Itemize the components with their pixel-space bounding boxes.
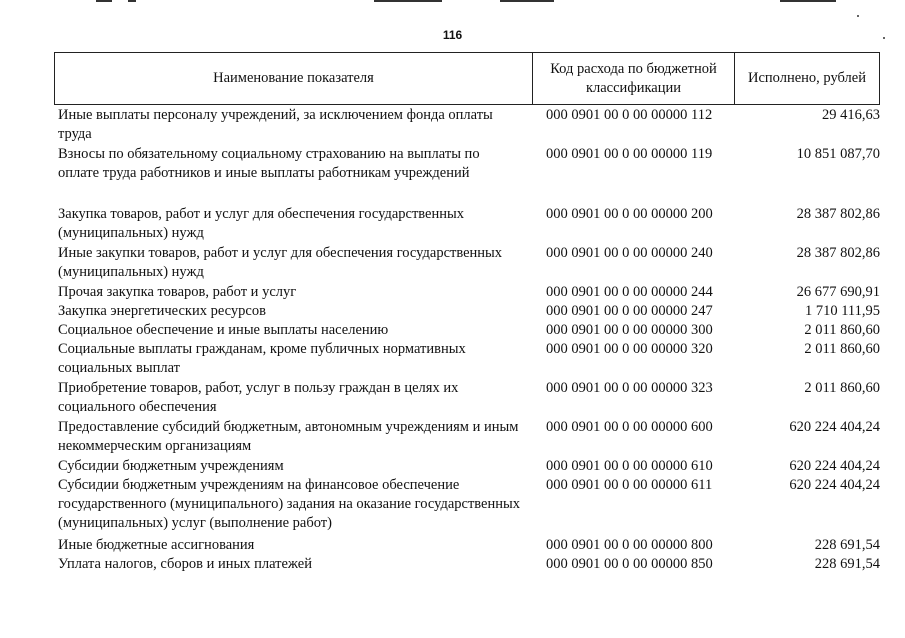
- table-row: [58, 555, 880, 574]
- row-code: 000 0901 00 0 00 00000 800: [546, 537, 713, 553]
- table-row: [58, 302, 880, 321]
- row-value: 10 851 087,70: [796, 146, 880, 162]
- row-name: Предоставление субсидий бюджетным, автономным учреждениям и иным некоммерческим организациям: [58, 419, 519, 454]
- table-body: [58, 106, 880, 574]
- row-code: 000 0901 00 0 00 00000 611: [546, 477, 713, 493]
- table-row: [58, 476, 880, 536]
- row-value: 620 224 404,24: [789, 419, 880, 435]
- row-value: 2 011 860,60: [804, 341, 880, 357]
- row-name: Социальное обеспечение и иные выплаты населению: [58, 322, 389, 338]
- row-code: 000 0901 00 0 00 00000 119: [546, 146, 713, 162]
- row-name: Иные бюджетные ассигнования: [58, 537, 255, 553]
- row-code: 000 0901 00 0 00 00000 600: [546, 419, 713, 435]
- table-row: [58, 321, 880, 340]
- row-value: 2 011 860,60: [804, 380, 880, 396]
- table-row: [58, 536, 880, 555]
- row-name: Закупка энергетических ресурсов: [58, 303, 266, 319]
- row-name: Уплата налогов, сборов и иных платежей: [58, 556, 312, 572]
- row-code: 000 0901 00 0 00 00000 200: [546, 206, 713, 222]
- row-value: 26 677 690,91: [796, 284, 880, 300]
- row-name: Субсидии бюджетным учреждениям на финансовое обеспечение государственного (муниципального) задания на оказание государственных (муниципальных) услуг (выполнение работ): [58, 477, 520, 531]
- table-row: [58, 244, 880, 283]
- row-code: 000 0901 00 0 00 00000 323: [546, 380, 713, 396]
- page-number: 116: [442, 28, 463, 42]
- row-value: 28 387 802,86: [796, 245, 880, 261]
- row-value: 29 416,63: [822, 107, 880, 123]
- table-row: [58, 457, 880, 476]
- header-executed: Исполнено, рублей: [748, 70, 866, 87]
- header-name: Наименование показателя: [55, 53, 533, 104]
- table-header: [54, 52, 880, 105]
- row-name: Иные выплаты персоналу учреждений, за исключением фонда оплаты труда: [58, 107, 493, 142]
- row-code: 000 0901 00 0 00 00000 610: [546, 458, 713, 474]
- row-value: 1 710 111,95: [804, 303, 880, 319]
- table-row: [58, 145, 880, 205]
- row-name: Приобретение товаров, работ, услуг в пользу граждан в целях их социального обеспечения: [58, 380, 459, 415]
- row-code: 000 0901 00 0 00 00000 300: [546, 322, 713, 338]
- row-value: 620 224 404,24: [789, 477, 880, 493]
- row-value: 2 011 860,60: [804, 322, 880, 338]
- row-value: 228 691,54: [814, 556, 880, 572]
- table-row: [58, 340, 880, 379]
- row-value: 228 691,54: [814, 537, 880, 553]
- header-code: Код расхода по бюджетной классификации: [533, 53, 735, 104]
- row-name: Закупка товаров, работ и услуг для обеспечения государственных (муниципальных) нужд: [58, 206, 465, 241]
- row-code: 000 0901 00 0 00 00000 240: [546, 245, 713, 261]
- row-name: Взносы по обязательному социальному страхованию на выплаты по оплате труда работников и иные выплаты работникам учреждений: [58, 146, 480, 181]
- row-code: 000 0901 00 0 00 00000 247: [546, 303, 713, 319]
- row-name: Субсидии бюджетным учреждениям: [58, 458, 284, 474]
- row-name: Прочая закупка товаров, работ и услуг: [58, 284, 297, 300]
- table-row: [58, 205, 880, 244]
- row-code: 000 0901 00 0 00 00000 112: [546, 107, 713, 123]
- row-code: 000 0901 00 0 00 00000 320: [546, 341, 713, 357]
- row-value: 620 224 404,24: [789, 458, 880, 474]
- table-row: [58, 106, 880, 145]
- table-row: [58, 283, 880, 302]
- row-value: 28 387 802,86: [796, 206, 880, 222]
- row-code: 000 0901 00 0 00 00000 244: [546, 284, 713, 300]
- table-row: [58, 379, 880, 418]
- row-name: Социальные выплаты гражданам, кроме публичных нормативных социальных выплат: [58, 341, 466, 376]
- table-row: [58, 418, 880, 457]
- row-code: 000 0901 00 0 00 00000 850: [546, 556, 713, 572]
- scan-speck: [857, 15, 859, 17]
- top-scan-lines: [0, 0, 905, 4]
- row-name: Иные закупки товаров, работ и услуг для обеспечения государственных (муниципальных) нужд: [58, 245, 503, 280]
